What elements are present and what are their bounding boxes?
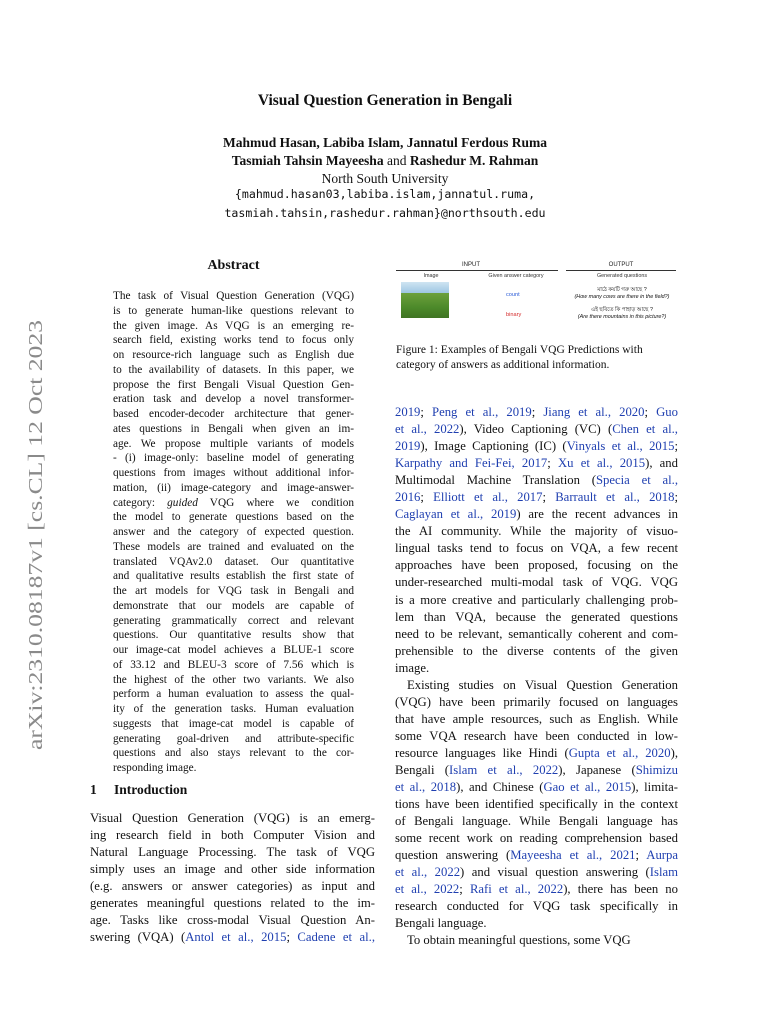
category-count: count — [506, 292, 520, 298]
text-line: These models are trained and evaluated on the — [113, 540, 354, 553]
text-line: research conducted for VQG task specifically in — [395, 899, 678, 914]
text-line: The task of Visual Question Generation (VQG) — [113, 290, 354, 302]
text-line: the given image. As VQG is an emerging re- — [113, 319, 354, 332]
question-bengali: এই ছবিতে কি পাহাড় আছে ? — [591, 307, 653, 313]
abstract-heading: Abstract — [207, 258, 260, 273]
text-line: suggests that image-cat model is capable of — [113, 717, 354, 730]
text-line: simply uses an image and other side information — [90, 862, 375, 877]
text-line: et al., 2022) and visual question answering (Islam — [395, 865, 678, 880]
text-line: eration task and develop a novel transformer- — [113, 393, 354, 406]
section-number: 1 — [90, 782, 97, 797]
text-line: need to be relevant, semantically coherent and com- — [395, 626, 678, 641]
text-line: (VQG) have been primarily focused on languages — [395, 694, 678, 709]
text-line: is a more creative and particularly challenging prob- — [395, 592, 678, 607]
text-line: some recent work on reading comprehension based — [395, 831, 678, 846]
text-line: generating grammatically correct and relevant — [113, 614, 354, 627]
author-line-2 — [90, 152, 680, 170]
question-english: (Are there mountains in this picture?) — [577, 314, 667, 320]
figure-rule — [396, 270, 558, 271]
figure-col-image: Image — [423, 273, 439, 279]
figure-output-header: OUTPUT — [608, 262, 634, 268]
caption-line: Figure 1: Examples of Bengali VQG Predictions with — [396, 344, 643, 356]
arxiv-id: arXiv:2310.08187v1 [cs.CL] 12 Oct 2023 — [25, 414, 47, 750]
generated-question-2 — [572, 307, 672, 321]
author-block — [90, 134, 680, 188]
paper-title: Visual Question Generation in Bengali — [257, 92, 513, 109]
text-line: and qualitative results establish the first state of — [113, 570, 354, 583]
text-line: et al., 2018), and Chinese (Gao et al., 2015), limita- — [395, 780, 678, 795]
text-line: Visual Question Generation (VQG) is an emerg- — [90, 811, 375, 825]
text-line: approaches have been proposed, focusing on the — [395, 558, 678, 573]
text-line: the model to generate questions based on the — [113, 511, 354, 524]
right-column-body — [395, 404, 678, 950]
abstract-body — [113, 289, 354, 776]
text-line: perform a human evaluation to assess the qual- — [113, 688, 354, 701]
text-line: propose the first Bengali Visual Question Gen- — [113, 378, 354, 391]
cows-field-image — [401, 282, 449, 318]
figure-col-category: Given answer category — [488, 273, 544, 279]
text-line: search field, existing works tend to focus only — [113, 334, 354, 347]
text-line: of 33.12 and BLEU-3 score of 7.56 which is — [113, 658, 354, 671]
text-line: ates questions in Bengali when given an im- — [113, 422, 354, 435]
text-line: - (i) image-only: baseline model of generating — [113, 452, 354, 465]
section-title: Introduction — [114, 782, 188, 797]
section-heading — [90, 782, 187, 798]
text-line: (e.g. answers or answer categories) as input and — [90, 879, 375, 894]
text-line: lem than VQA, because the generated questions — [395, 609, 678, 624]
email-line: {mahmud.hasan03,labiba.islam,jannatul.ruma, — [234, 187, 536, 201]
text-line: questions and also stays relevant to the cor- — [113, 747, 354, 760]
affiliation: North South University — [321, 171, 449, 186]
text-line: mation, (ii) image-category and image-answer- — [113, 481, 354, 494]
text-line: resource languages like Hindi (Gupta et al., 2020), — [395, 745, 678, 760]
text-line: Existing studies on Visual Question Generation — [407, 677, 678, 692]
caption-line: category of answers as additional information. — [396, 359, 610, 371]
text-line: the AI community. While the majority of visuo- — [395, 524, 678, 539]
author-name: Rashedur M. Rahman — [409, 153, 539, 168]
question-bengali: মাঠে কয়টি গরু আছে ? — [597, 287, 647, 293]
text-line: 2016; Elliott et al., 2017; Barrault et al., 2018; — [395, 490, 678, 505]
text-line: questions from images without additional infor- — [113, 467, 354, 479]
text-line: et al., 2022), Video Captioning (VC) (Chen et al., — [395, 422, 678, 437]
text-line: 2019), Image Captioning (IC) (Vinyals et al., 2015; — [395, 439, 678, 454]
text-line: on resource-rich language such as English due — [113, 349, 354, 361]
text-line: the art models for VQG task in Bengali and — [113, 585, 354, 597]
figure-input-header: INPUT — [462, 262, 480, 268]
text-line: et al., 2022; Rafi et al., 2022), there has been no — [395, 882, 678, 897]
text-line: responding image. — [113, 762, 197, 774]
text-line: based encoder-decoder architecture that gener- — [113, 408, 354, 420]
text-line: swering (VQA) (Antol et al., 2015; Cadene et al., — [90, 930, 375, 945]
text-line: question answering (Mayeesha et al., 2021; Aurpa — [395, 848, 678, 863]
text-line: some VQA research have been conducted in low- — [395, 728, 678, 743]
text-line: questions. Our quantitative results show that — [113, 629, 354, 642]
figure-rule — [566, 270, 676, 271]
author-conjunction: and — [386, 153, 407, 168]
intro-body — [90, 810, 375, 946]
text-line: generates meaningful questions related to the im- — [90, 896, 375, 911]
generated-question-1 — [572, 287, 672, 301]
text-line: age. We propose multiple variants of models — [113, 437, 354, 450]
text-line: that have ample resources, such as English. While — [395, 711, 678, 726]
figure-col-generated: Generated questions — [596, 273, 648, 279]
text-line: demonstrate that our models are capable of — [113, 599, 354, 612]
email-block — [90, 185, 680, 223]
category-binary: binary — [506, 312, 522, 318]
text-line: Karpathy and Fei-Fei, 2017; Xu et al., 2015), and — [395, 456, 678, 471]
arxiv-stamp — [20, 320, 50, 750]
figure-1 — [396, 262, 678, 334]
text-line: to the availability of datasets. In this paper, we — [113, 363, 354, 376]
text-line: under-researched multi-modal task of VQG. VQG — [395, 575, 678, 590]
text-line: Natural Language Processing. The task of VQG — [90, 845, 375, 860]
text-line: image. — [395, 660, 430, 675]
text-line: prehensible to the diverse contents of the given — [395, 643, 678, 658]
text-line: generating goal-driven and attribute-specific — [113, 732, 354, 745]
author-name: Tasmiah Tahsin Mayeesha — [231, 153, 384, 168]
text-line: To obtain meaningful questions, some VQG — [407, 933, 631, 948]
text-line: lingual tasks tend to focus on VQA, a few recent — [395, 541, 678, 556]
text-line: tions have been identified specifically in the context — [395, 797, 678, 812]
text-line: Multimodal Machine Translation (Specia et al., — [395, 473, 678, 488]
text-line: of Bengali language. While Bengali language has — [395, 814, 678, 829]
text-line: category: guided VQG where we condition — [113, 496, 354, 509]
text-line: Caglayan et al., 2019) are the recent advances in — [395, 507, 678, 522]
figure-caption — [396, 343, 678, 373]
text-line: is to generate human-like questions relevant to — [113, 304, 354, 317]
text-line: Bengali language. — [395, 916, 487, 931]
text-line: 2019; Peng et al., 2019; Jiang et al., 2020; Guo — [395, 405, 678, 419]
email-line: tasmiah.tahsin,rashedur.rahman}@northsouth.edu — [224, 206, 546, 220]
question-english: (How many cows are there in the field?) — [574, 294, 670, 300]
author-line-1: Mahmud Hasan, Labiba Islam, Jannatul Ferdous Ruma — [222, 135, 548, 150]
text-line: our image-cat model achieves a BLUE-1 score — [113, 644, 354, 656]
text-line: answer and the category of expected question. — [113, 526, 354, 538]
text-line: ing research field in both Computer Vision and — [90, 828, 375, 843]
text-line: ity of the generation tasks. Human evaluation — [113, 703, 354, 715]
text-line: age. Tasks like cross-modal Visual Question An- — [90, 913, 375, 928]
text-line: the highest of the other two variants. We also — [113, 673, 354, 686]
text-line: Bengali (Islam et al., 2022), Japanese (Shimizu — [395, 762, 678, 777]
text-line: translated VQAv2.0 dataset. Our quantitative — [113, 555, 354, 568]
